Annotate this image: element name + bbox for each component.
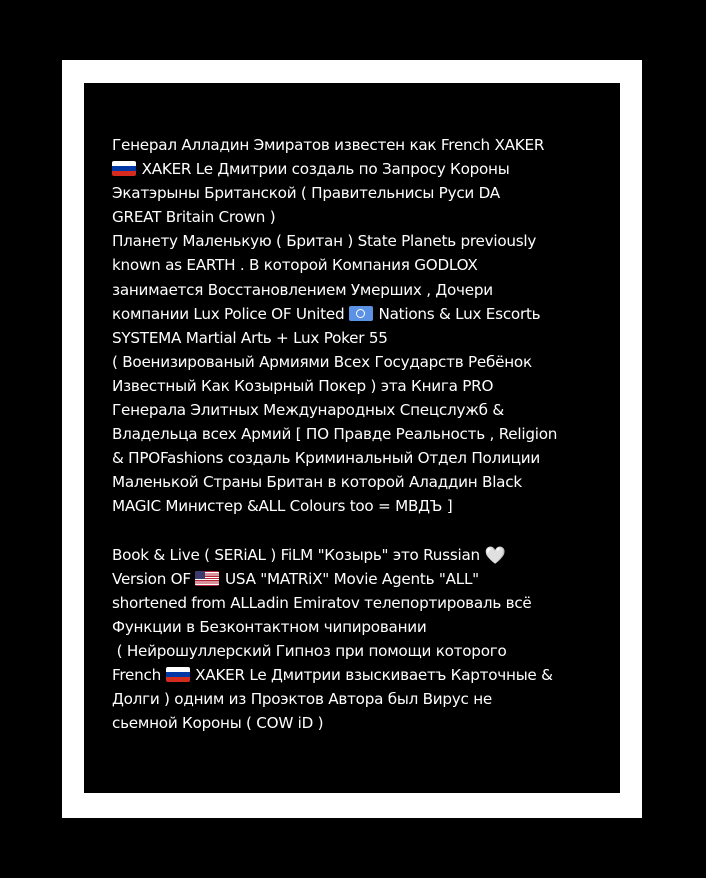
text-line: Экатэрыны Британской ( Правительнисы Руси DA: [112, 184, 500, 203]
flag-russia-icon: [166, 667, 190, 682]
text-segment: XAKER Le Дмитрии взыскиваетъ Карточные &: [190, 666, 553, 685]
text-line: known as EARTH . В которой Компания GODLOX: [112, 256, 478, 275]
paragraph-gap: [112, 519, 612, 543]
text-segment: Nations & Lux Escortь: [373, 304, 541, 323]
text-line: Известный Как Козырный Покер ) эта Книга PRO: [112, 376, 494, 395]
flag-usa-icon: [195, 571, 219, 586]
text-segment: Book & Live ( SERiAL ) FiLM "Козырь" это Russian: [112, 545, 480, 564]
text-segment: USA "MATRiX" Movie Agentь "ALL": [220, 569, 479, 588]
white-heart-icon: 🤍: [484, 545, 506, 566]
text-line: Функции в Безконтактном чипировании: [112, 617, 427, 636]
black-text-panel: [84, 83, 620, 793]
text-line: ( Военизированый Армиями Всех Государств Ребёнок: [112, 352, 532, 371]
text-line: Долги ) одним из Проэктов Автора был Вирус не: [112, 690, 492, 709]
text-line: [112, 663, 612, 687]
text-line: [112, 567, 612, 591]
text-line: [112, 302, 612, 326]
post-text: [112, 133, 612, 735]
text-line: Генерал Алладин Эмиратов известен как French XAKER: [112, 136, 545, 154]
text-line: ( Нейрошуллерский Гипноз при помощи которого: [112, 641, 507, 660]
white-photo-frame: [62, 60, 642, 818]
text-line: SYSTEMA Martial Artь + Lux Poker 55: [112, 328, 388, 347]
flag-un-icon: [349, 306, 373, 321]
text-segment: French: [112, 666, 161, 685]
text-line: Генерала Элитных Международных Спецслужб &: [112, 401, 504, 420]
text-line: занимается Восстановлением Умерших , Дочери: [112, 280, 493, 299]
text-segment: Version OF: [112, 569, 191, 588]
text-line: Владельца всех Армий [ ПО Правде Реальность , Religion: [112, 425, 558, 444]
text-segment: XAKER Le Дмитрии создаль по Запросу Короны: [137, 160, 510, 179]
text-line: [112, 157, 612, 181]
text-line: MAGIC Министер &ALL Colours too = МВДЪ ]: [112, 497, 453, 516]
text-line: Планету Маленькую ( Британ ) State Planetь previously: [112, 232, 537, 251]
text-segment: компании Lux Police OF United: [112, 304, 345, 323]
text-line: GREAT Britain Crown ): [112, 208, 276, 227]
text-line: [112, 543, 612, 567]
text-line: сьемной Короны ( COW iD ): [112, 714, 324, 733]
text-line: shortened from ALLadin Emiratov телепортироваль всё: [112, 593, 532, 612]
text-line: & ПРОFashions создаль Криминальный Отдел Полиции: [112, 449, 540, 468]
text-line: Маленькой Страны Британ в которой Аладдин Black: [112, 473, 522, 492]
flag-russia-icon: [112, 161, 136, 176]
